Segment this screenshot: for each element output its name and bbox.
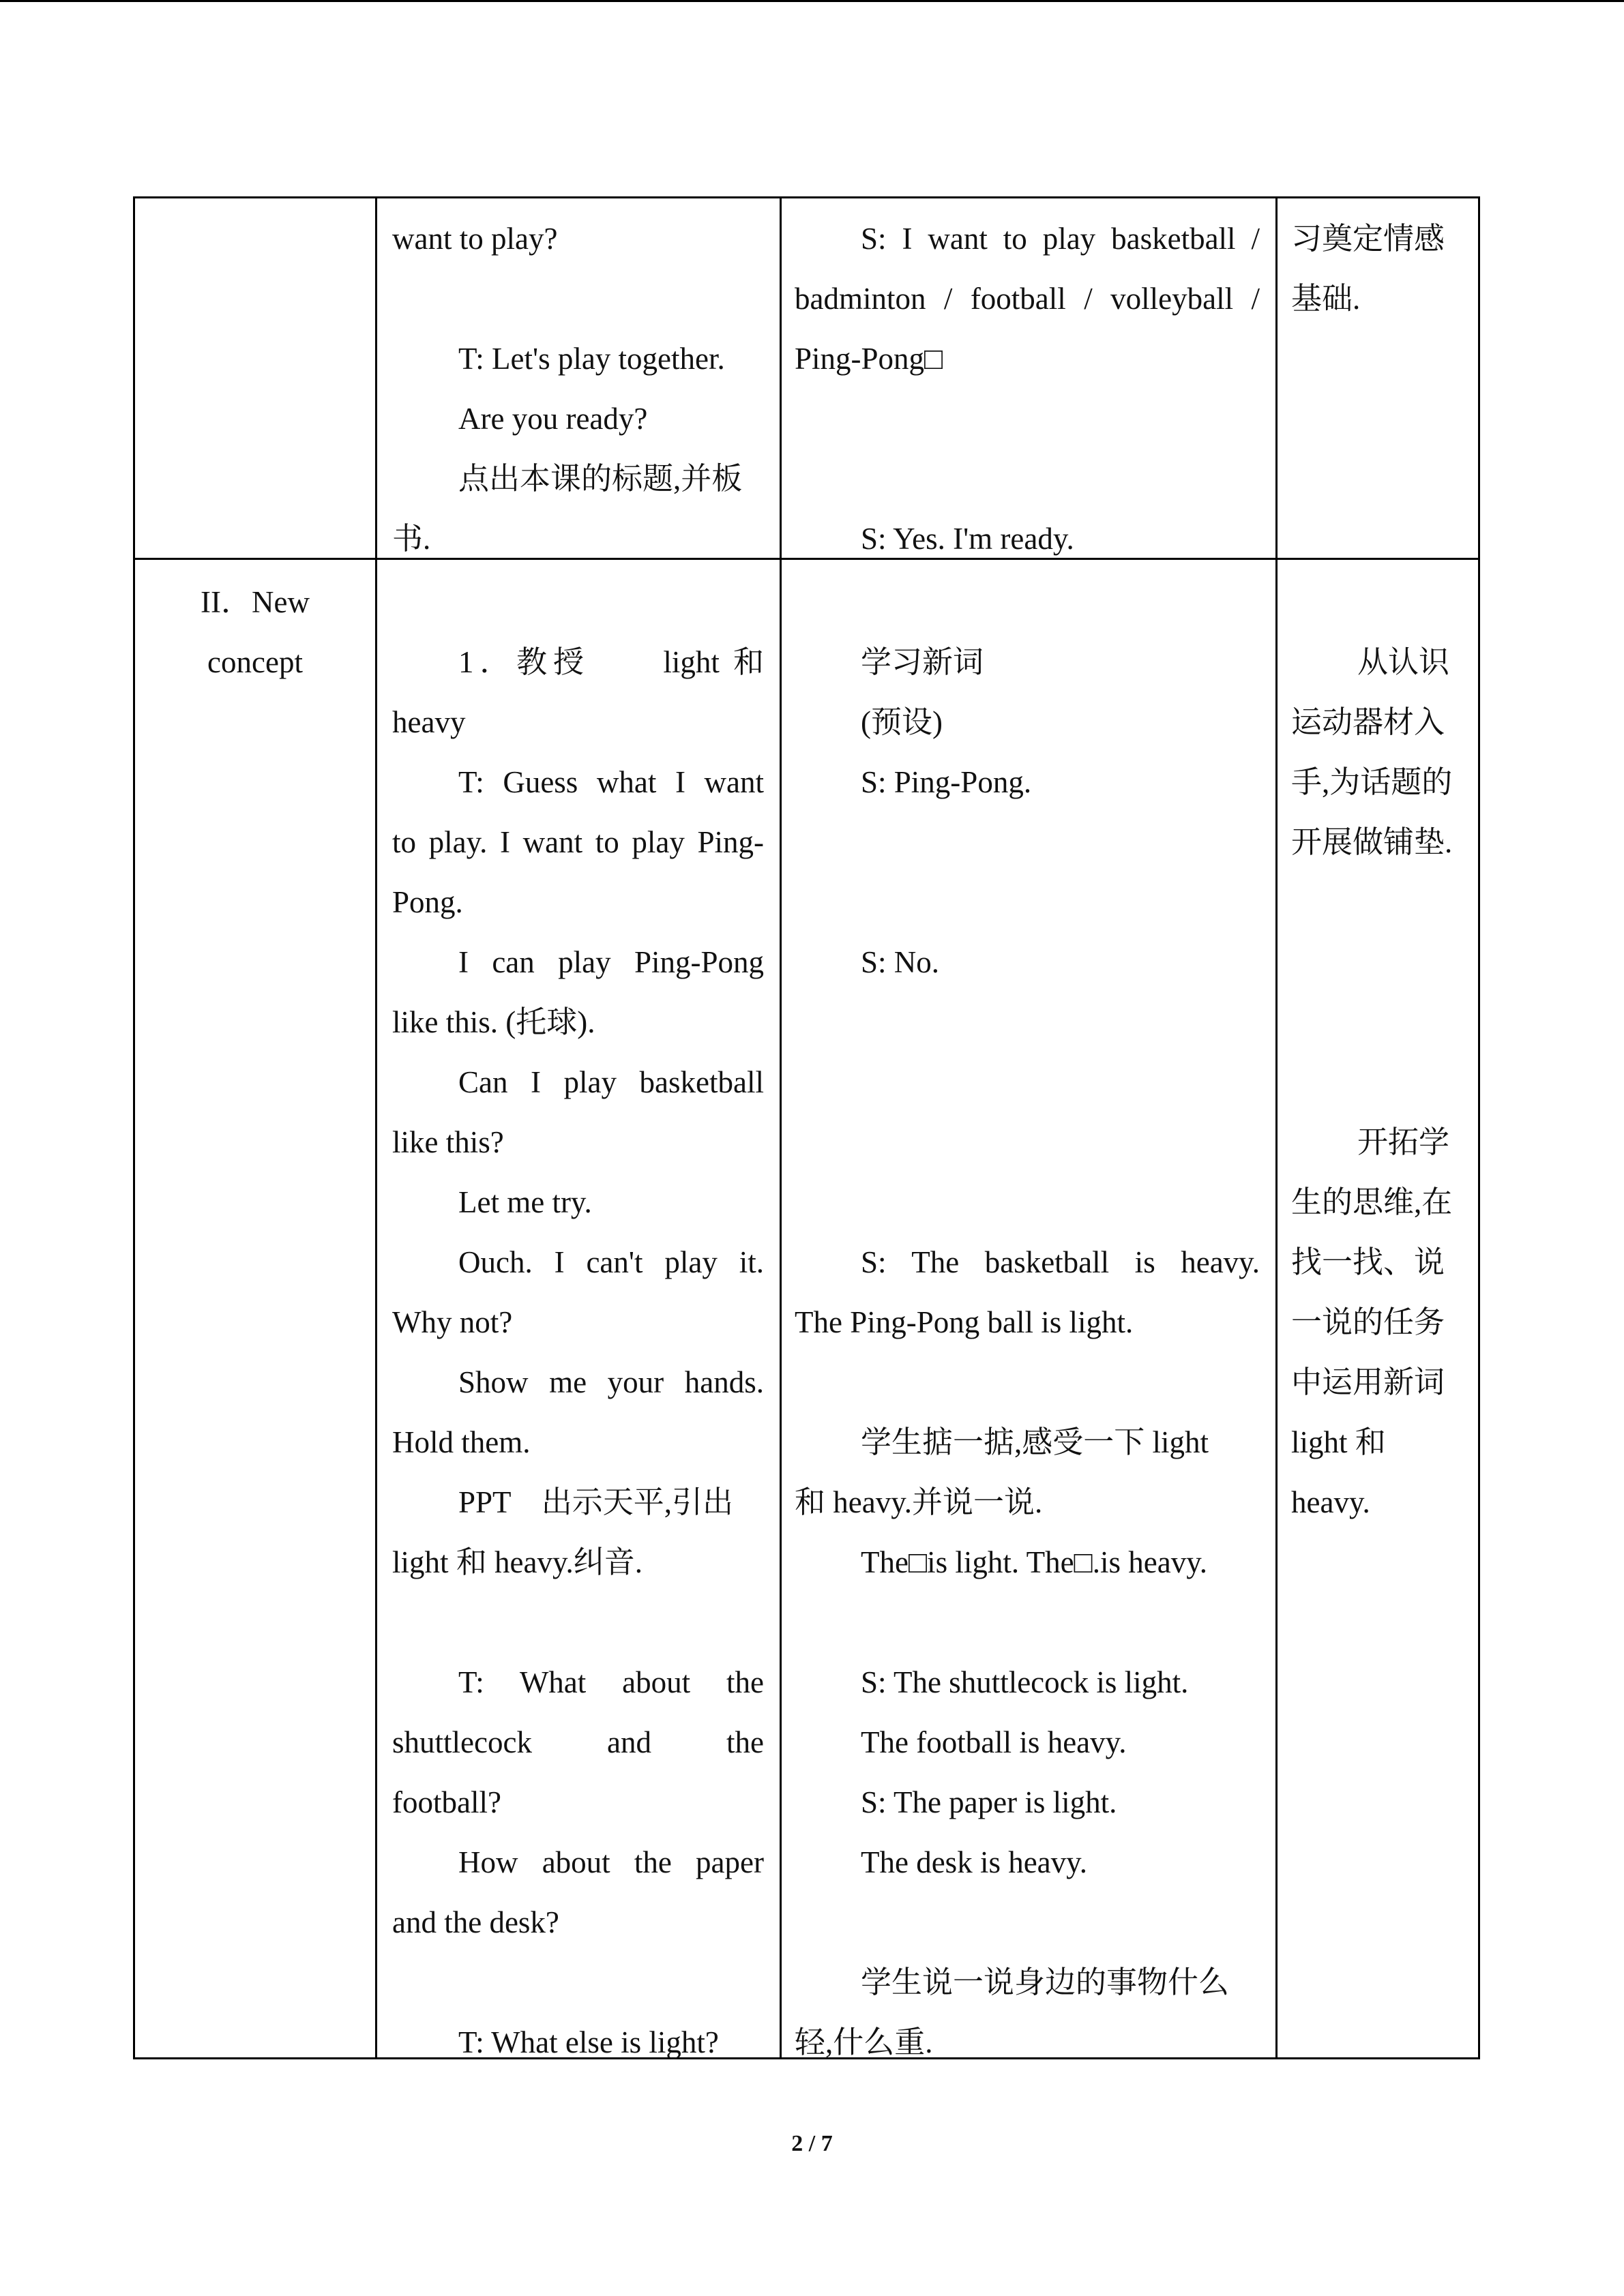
text-line: S: Ping-Pong. [861, 765, 1032, 799]
text-line: heavy [392, 705, 466, 739]
text-line: Pong. [392, 885, 463, 919]
page-number: 2 / 7 [791, 2131, 833, 2156]
text-line: shuttlecock and the [392, 1725, 764, 1759]
text-line: 和 heavy.并说一说. [795, 1485, 1043, 1519]
text-line: 运动器材入 [1291, 705, 1445, 739]
lesson-table [133, 196, 1480, 2059]
text-line: 习奠定情感 [1291, 222, 1445, 256]
row1-student-cell [795, 209, 1260, 569]
text-line: S: Yes. I'm ready. [861, 522, 1074, 556]
text-line: and the desk? [392, 1905, 559, 1939]
text-line: S: No. [861, 945, 940, 979]
text-line: want to play? [392, 222, 558, 256]
text-line: Are you ready? [458, 402, 648, 436]
text-line: like this? [392, 1125, 504, 1159]
stage-label: II．New [201, 585, 310, 619]
stage-label: concept [207, 645, 303, 679]
text-line: T: What about the [458, 1665, 764, 1699]
text-line: 学生掂一掂,感受一下 light [861, 1425, 1209, 1459]
text-line: S: The basketball is heavy. [861, 1245, 1260, 1279]
text-line: Let me try. [458, 1185, 592, 1219]
col-divider-2 [780, 198, 782, 2057]
row2-student-cell [795, 632, 1260, 2072]
text-line: S: I want to play basketball / [861, 222, 1260, 256]
text-line: The Ping-Pong ball is light. [795, 1305, 1134, 1339]
text-line: light 和 heavy.纠音. [392, 1545, 643, 1579]
text-line: 学生说一说身边的事物什么 [861, 1965, 1230, 1999]
text-line: (预设) [861, 705, 943, 739]
text-line: Hold them. [392, 1425, 531, 1459]
text-line: like this. (托球). [392, 1005, 595, 1039]
text-line: 学习新词 [861, 645, 984, 679]
text-line: 轻,什么重. [795, 2025, 933, 2059]
text-line: 1．教授 light 和 [458, 645, 764, 679]
text-line: 从认识 [1357, 645, 1450, 679]
text-line: 开展做铺垫. [1291, 825, 1453, 859]
row2-stage-cell [135, 572, 375, 692]
text-line: 基础. [1291, 282, 1361, 316]
col-divider-3 [1275, 198, 1278, 2057]
text-line: Ping-Pong□ [795, 342, 943, 376]
text-line: The desk is heavy. [861, 1845, 1087, 1879]
row1-purpose-cell [1291, 209, 1472, 329]
text-line: badminton / football / volleyball / [795, 282, 1260, 316]
text-line: Can I play basketball [458, 1065, 764, 1099]
text-line: light 和 [1291, 1425, 1386, 1459]
text-line: T: What else is light? [458, 2025, 719, 2059]
text-line: 生的思维,在 [1291, 1185, 1453, 1219]
text-line: 手,为话题的 [1291, 765, 1453, 799]
text-line: football? [392, 1785, 501, 1819]
text-line: Show me your hands. [458, 1365, 764, 1399]
text-line: 一说的任务 [1291, 1305, 1445, 1339]
text-line: T: Guess what I want [458, 765, 764, 799]
text-line: 点出本课的标题,并板 [458, 462, 743, 496]
text-line: 找一找、说 [1291, 1245, 1445, 1279]
text-line: 中运用新词 [1291, 1365, 1445, 1399]
top-rule [0, 0, 1624, 2]
text-line: The football is heavy. [861, 1725, 1127, 1759]
row2-teacher-cell [392, 632, 764, 2072]
text-line: Why not? [392, 1305, 513, 1339]
text-line: 开拓学 [1357, 1125, 1450, 1159]
text-line: S: The paper is light. [861, 1785, 1117, 1819]
row1-teacher-cell [392, 209, 764, 569]
col-divider-1 [375, 198, 377, 2057]
text-line: PPT 出示天平,引出 [458, 1485, 733, 1519]
text-line: S: The shuttlecock is light. [861, 1665, 1189, 1699]
text-line: 书. [392, 522, 431, 556]
text-line: T: Let's play together. [458, 342, 725, 376]
text-line: Ouch. I can't play it. [458, 1245, 764, 1279]
row2-purpose-cell [1291, 632, 1472, 1532]
text-line: heavy. [1291, 1485, 1370, 1519]
text-line: How about the paper [458, 1845, 764, 1879]
text-line: The□is light. The□.is heavy. [861, 1545, 1208, 1579]
text-line: to play. I want to play Ping- [392, 825, 764, 859]
text-line: I can play Ping-Pong [458, 945, 764, 979]
